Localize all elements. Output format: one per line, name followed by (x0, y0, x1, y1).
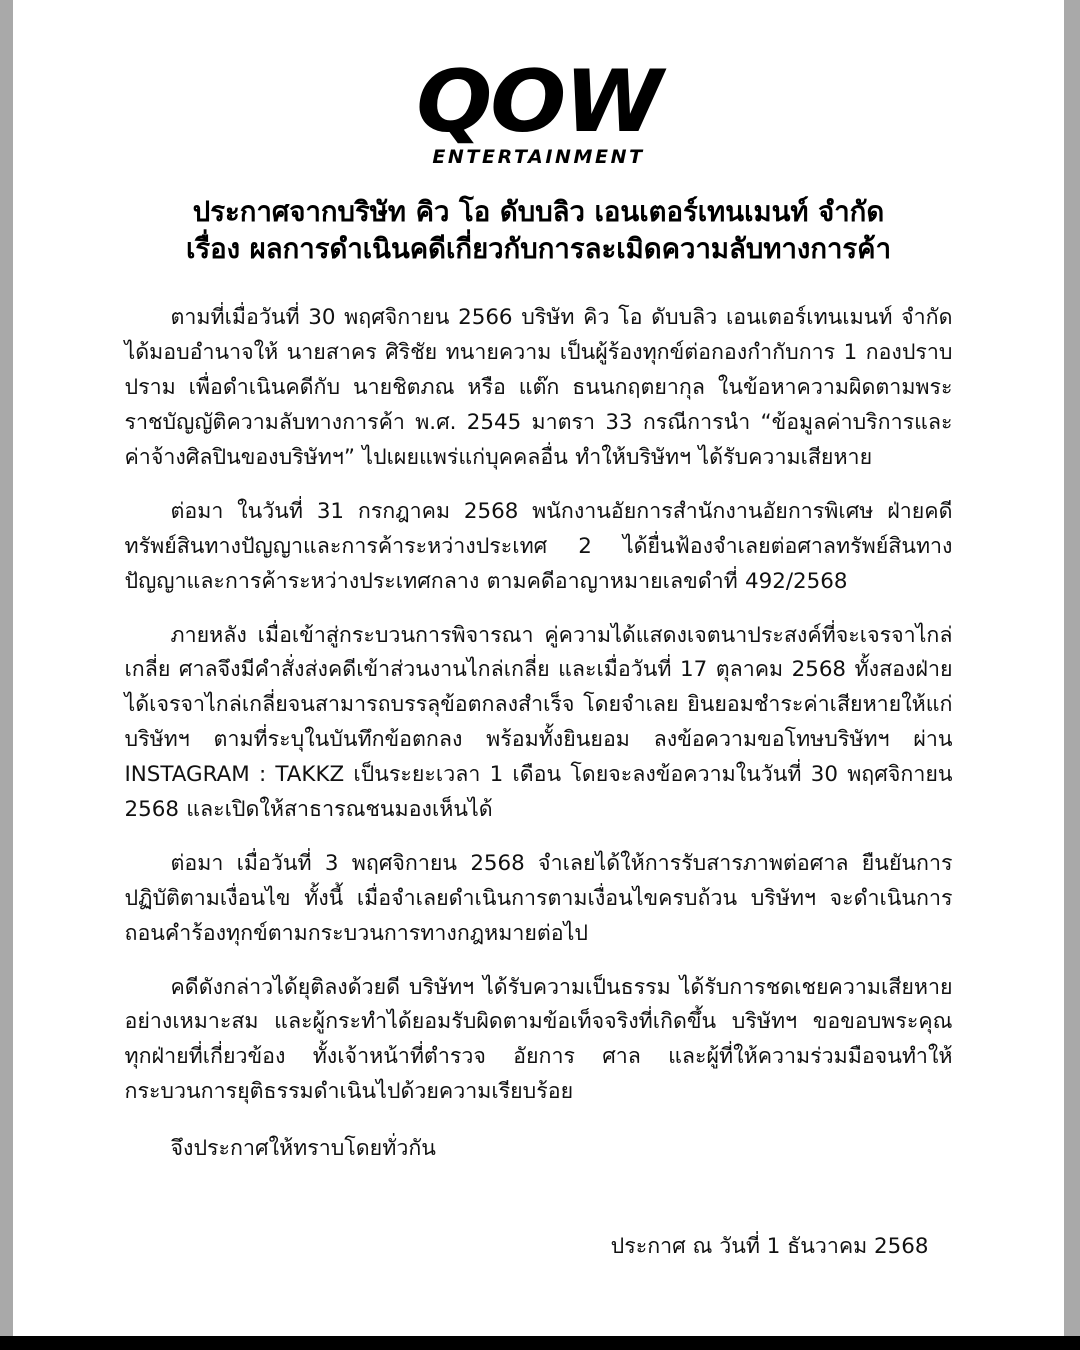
body-paragraph-2: ต่อมา ในวันที่ 31 กรกฎาคม 2568 พนักงานอัยการสำนักงานอัยการพิเศษ ฝ่ายคดีทรัพย์สินทางปัญญาและการค้าระหว่างประเทศ 2 ได้ยื่นฟ้องจำเลยต่อศาลทรัพย์สินทางปัญญาและการค้าระหว่างประเทศกลาง ตามคดีอาญาหมายเลขดำที่ 492/2568 (124, 498, 953, 594)
logo-wordmark: QOW (416, 52, 661, 152)
logo-subtitle: ENTERTAINMENT (432, 145, 645, 168)
body-paragraph-1: ตามที่เมื่อวันที่ 30 พฤศจิกายน 2566 บริษัท คิว โอ ดับบลิว เอนเตอร์เทนเมนท์ จำกัด ได้มอบอำนาจให้ นายสาคร ศิริชัย ทนายความ เป็นผู้ร้องทุกข์ต่อกองกำกับการ 1 กองปราบปราม เพื่อดำเนินคดีกับ นายชิตภณ หรือ แต๊ก ธนนกฤตยากุล ในข้อหาความผิดตามพระราชบัญญัติความลับทางการค้า พ.ศ. 2545 มาตรา 33 กรณีการนำ “ข้อมูลค่าบริการและค่าจ้างศิลปินของบริษัทฯ” ไปเผยแพร่แก่บุคคลอื่น ทำให้บริษัทฯ ได้รับความเสียหาย (124, 305, 953, 470)
document-sheet (13, 0, 1064, 1336)
body-paragraph-3: ภายหลัง เมื่อเข้าสู่กระบวนการพิจารณา คู่ความได้แสดงเจตนาประสงค์ที่จะเจรจาไกล่เกลี่ย ศาลจึงมีคำสั่งส่งคดีเข้าส่วนงานไกล่เกลี่ย และเมื่อวันที่ 17 ตุลาคม 2568 ทั้งสองฝ่ายได้เจรจาไกล่เกลี่ยจนสามารถบรรลุข้อตกลงสำเร็จ โดยจำเลย ยินยอมชำระค่าเสียหายให้แก่บริษัทฯ ตามที่ระบุในบันทึกข้อตกลง พร้อมทั้งยินยอม ลงข้อความขอโทษบริษัทฯ ผ่าน INSTAGRAM : TAKKZ เป็นระยะเวลา 1 เดือน โดยจะลงข้อความในวันที่ 30 พฤศจิกายน 2568 และเปิดให้สาธารณชนมองเห็นได้ (124, 622, 953, 822)
closing-statement: จึงประกาศให้ทราบโดยทั่วกัน (170, 1136, 436, 1162)
body-paragraph-4: ต่อมา เมื่อวันที่ 3 พฤศจิกายน 2568 จำเลยได้ให้การรับสารภาพต่อศาล ยืนยันการปฏิบัติตามเงื่อนไข ทั้งนี้ เมื่อจำเลยดำเนินการตามเงื่อนไขครบถ้วน บริษัทฯ จะดำเนินการถอนคำร้องทุกข์ตามกระบวนการทางกฎหมายต่อไป (124, 850, 953, 946)
page-title (129, 194, 949, 268)
announcement-date (125, 1231, 953, 1263)
page-title-line-1: ประกาศจากบริษัท คิว โอ ดับบลิว เอนเตอร์เทนเมนท์ จำกัด (192, 195, 885, 228)
left-edge-strip (0, 0, 13, 1350)
announcement-body (125, 301, 953, 1167)
company-logo (13, 0, 1064, 168)
page-title-line-2: เรื่อง ผลการดำเนินคดีเกี่ยวกับการละเมิดความลับทางการค้า (185, 232, 892, 265)
right-edge-strip (1064, 0, 1080, 1350)
bottom-edge-bar (0, 1336, 1080, 1350)
body-paragraph-5: คดีดังกล่าวได้ยุติลงด้วยดี บริษัทฯ ได้รับความเป็นธรรม ได้รับการชดเชยความเสียหายอย่างเหมาะสม และผู้กระทำได้ยอมรับผิดตามข้อเท็จจริงที่เกิดขึ้น บริษัทฯ ขอขอบพระคุณทุกฝ่ายที่เกี่ยวข้อง ทั้งเจ้าหน้าที่ตำรวจ อัยการ ศาล และผู้ที่ให้ความร่วมมือจนทำให้กระบวนการยุติธรรมดำเนินไปด้วยความเรียบร้อย (124, 974, 953, 1105)
announcement-date-text: ประกาศ ณ วันที่ 1 ธันวาคม 2568 (610, 1233, 929, 1259)
